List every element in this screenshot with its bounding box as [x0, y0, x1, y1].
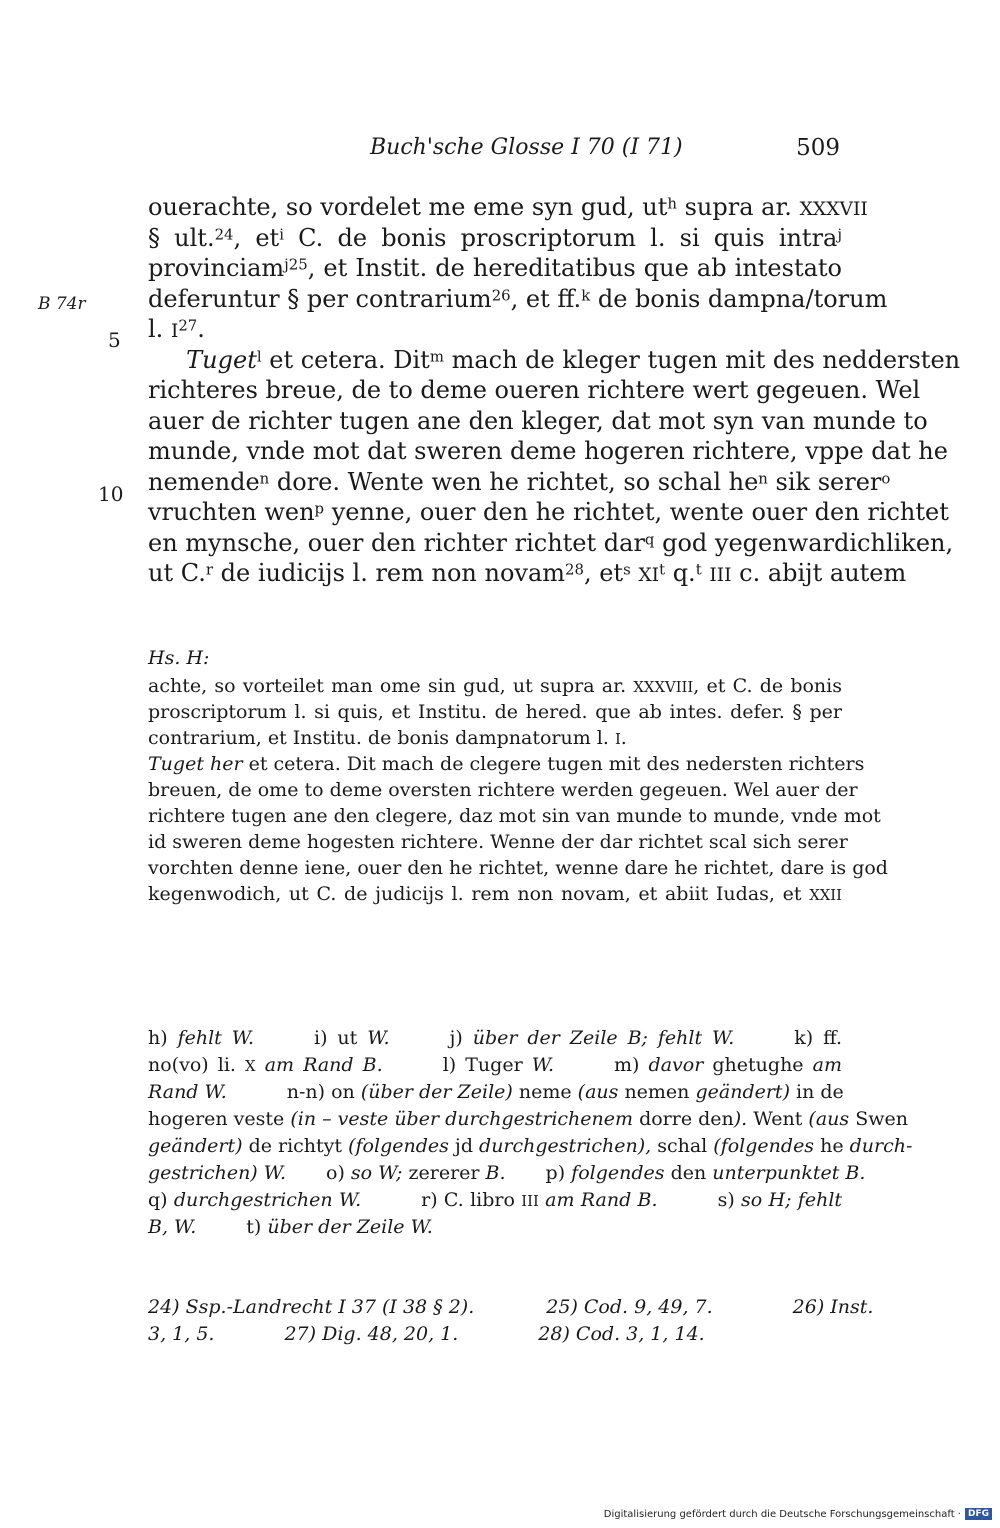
- variant-line-8: vorchten denne iene, ouer den he richtet, wenne dare he richtet, dare is god: [148, 857, 888, 879]
- main-line-1: ouerachte, so vordelet me eme syn gud, $ut^h$ supra ar. XXXVII: [148, 193, 868, 221]
- main-line-12: en mynsche, ouer den richter richtet dar$^q$ god yegenwardichliken,: [148, 528, 954, 557]
- variant-line-4: Tuget her et cetera. Dit mach de clegere tugen mit des nedersten richters: [148, 753, 865, 775]
- reference-line-2: 3, 1, 5. 27) Dig. 48, 20, 1. 28) Cod. 3, 1, 14.: [148, 1323, 705, 1345]
- main-line-11: vruchten wen$^p$ yenne, ouer den he richtet, wente ouer den richtet: [148, 498, 949, 526]
- variant-line-3: contrarium, et Institu. de bonis dampnatorum l. I.: [148, 727, 627, 749]
- apparatus-line-8: B, W. t) über der Zeile W.: [148, 1216, 433, 1238]
- variant-line-7: id sweren deme hogesten richtere. Wenne der dar richtet scal sich serer: [148, 831, 848, 853]
- variant-line-9: kegenwodich, ut C. de judicijs l. rem non novam, et abiit Iudas, et XXII: [148, 883, 842, 905]
- main-line-3: provinciam$^{j25}$, et Instit. de hereditatibus que ab intestato: [148, 254, 842, 282]
- variant-line-6: richtere tugen ane den clegere, daz mot sin van munde to munde, vnde mot: [148, 805, 881, 827]
- variant-label: Hs. H:: [148, 647, 210, 669]
- main-line-10: nemende$^n$ dore. Wente wen he richtet, so schal $he^n$ sik serer$^o$: [148, 467, 891, 496]
- apparatus-line-4: hogeren veste (in – veste über durchgestrichenem dorre den). Went (aus Swen: [148, 1108, 908, 1130]
- critical-apparatus: [148, 1025, 913, 1241]
- main-line-5: l. $I^{27}$.: [148, 315, 205, 343]
- source-references: [148, 1294, 874, 1348]
- variant-line-1: achte, so vorteilet man ome sin gud, ut supra ar. XXXVIII, et C. de bonis: [148, 675, 842, 697]
- running-header: [148, 135, 842, 169]
- margin-manuscript-ref: B 74r: [38, 294, 86, 314]
- running-title: Buch'sche Glosse I 70 (I 71): [370, 135, 683, 160]
- main-line-7: richteres breue, de to deme oueren richtere wert gegeuen. Wel: [148, 376, 921, 404]
- main-line-8: auer de richter tugen ane den kleger, dat mot syn van munde to: [148, 406, 928, 435]
- apparatus-line-3: Rand W. n-n) on (über der Zeile) neme (aus nemen geändert) in de: [148, 1081, 844, 1103]
- main-text: [148, 192, 961, 589]
- page-number: 509: [796, 135, 840, 161]
- dfg-logo: DFG: [965, 1508, 992, 1520]
- variant-line-5: breuen, de ome to deme oversten richtere werden gegeuen. Wel auer der: [148, 779, 858, 801]
- main-line-4: deferuntur § per contrarium$^{26}$, et ff.$^k$ de bonis dampna/torum: [148, 284, 888, 313]
- apparatus-line-1: h) fehlt W. i) ut W. j) über der Zeile B; fehlt W. k) ff.: [148, 1027, 842, 1049]
- main-line-13: ut C.$^r$ de iudicijs l. rem non novam$^{28}$, $et^s$ $XI^t$ q.$^t$ III c. abijt autem: [148, 559, 907, 587]
- apparatus-line-7: q) durchgestrichen W. r) C. libro III am Rand B. s) so H; fehlt: [148, 1189, 843, 1211]
- main-line-6: Tuget$^l$ et cetera. Dit$^m$ mach de kleger tugen mit des neddersten: [186, 345, 961, 374]
- reference-line-1: 24) Ssp.-Landrecht I 37 (I 38 § 2). 25) Cod. 9, 49, 7. 26) Inst.: [148, 1296, 874, 1318]
- dfg-credit: [604, 1508, 992, 1520]
- apparatus-line-5: geändert) de richtyt (folgendes jd durchgestrichen), schal (folgendes he durch-: [148, 1135, 913, 1157]
- main-line-9: munde, vnde mot dat sweren deme hogeren richtere, vppe dat he: [148, 437, 948, 465]
- line-number-10: 10: [98, 482, 124, 506]
- apparatus-line-2: no(vo) li. X am Rand B. l) Tuger W. m) davor ghetughe am: [148, 1054, 843, 1076]
- main-line-2: § ult.$^{24}$, $et^i$ C. de bonis proscriptorum l. si quis intra$^j$: [148, 223, 842, 252]
- manuscript-variant: [148, 645, 888, 907]
- line-number-5: 5: [108, 328, 121, 352]
- dfg-credit-text: Digitalisierung gefördert durch die Deutsche Forschungsgemeinschaft ·: [603, 1508, 961, 1520]
- variant-line-2: proscriptorum l. si quis, et Institu. de hered. que ab intes. defer. § per: [148, 701, 842, 723]
- apparatus-line-6: gestrichen) W. o) so W; zererer B. p) folgendes den unterpunktet B.: [148, 1162, 866, 1184]
